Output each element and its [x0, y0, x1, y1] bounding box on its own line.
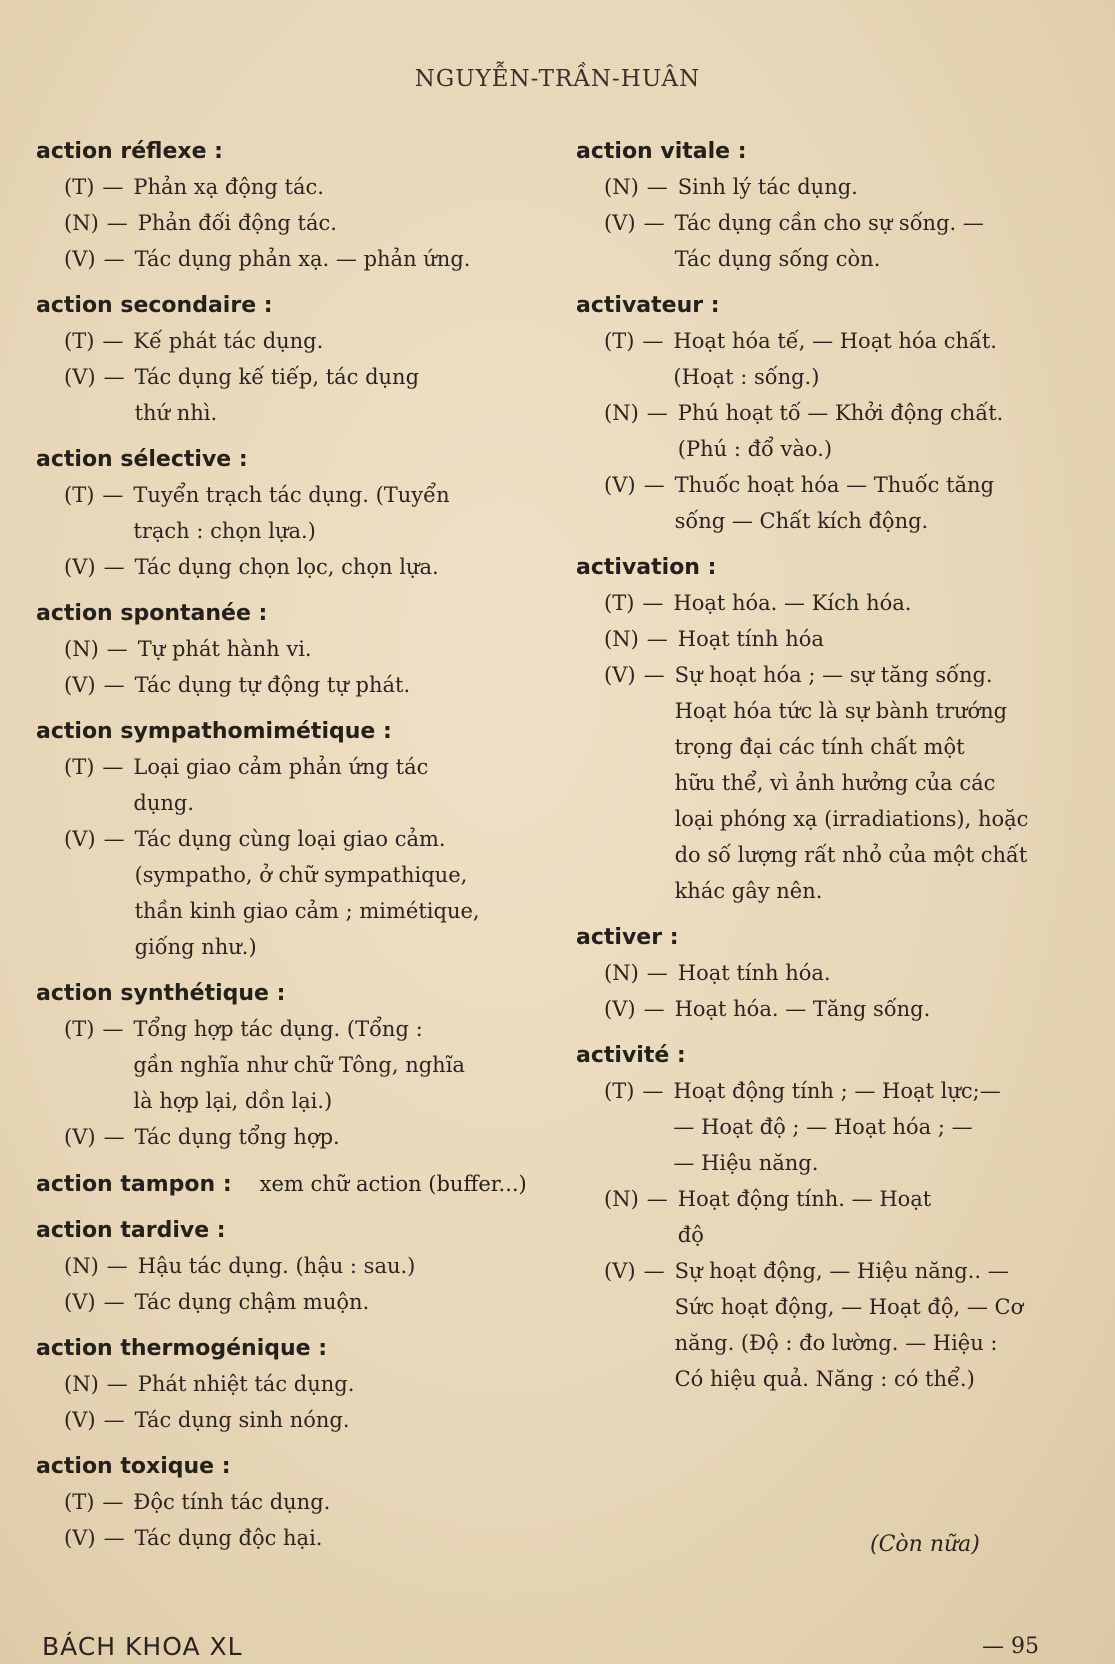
dictionary-entry	[36, 1167, 546, 1202]
em-dash: —	[103, 1125, 125, 1149]
dictionary-entry	[36, 1450, 546, 1556]
definition-text	[135, 1520, 546, 1556]
definition-text	[678, 955, 1081, 991]
definition-text	[135, 1284, 546, 1320]
definition-row	[604, 585, 1081, 621]
definition-line: Tác dụng cần cho sự sống. —	[674, 211, 984, 235]
em-dash: —	[646, 175, 668, 199]
headword	[576, 921, 1081, 955]
definition-line: do số lượng rất nhỏ của một chất	[674, 843, 1028, 867]
definition-line: loại phóng xạ (irradiations), hoặc	[674, 807, 1029, 831]
language-tag: (N)	[604, 1187, 639, 1211]
definition-row	[64, 241, 546, 277]
definition-line: Tác dụng sống còn.	[674, 247, 881, 271]
language-tag: (V)	[64, 1408, 96, 1432]
definition-line: Sức hoạt động, — Hoạt độ, — Cơ	[674, 1295, 1024, 1319]
definition-row	[604, 1073, 1081, 1181]
dictionary-entry	[576, 1039, 1081, 1397]
definition-text	[138, 205, 546, 241]
definition-row	[64, 1248, 546, 1284]
definition-line: Tự phát hành vi.	[137, 637, 312, 661]
dictionary-entry	[36, 135, 546, 277]
definition-text	[678, 1181, 1081, 1253]
dictionary-entry	[36, 977, 546, 1155]
definition-line: Tác dụng chậm muộn.	[134, 1290, 370, 1314]
definition-row	[64, 631, 546, 667]
headword-text: activité :	[576, 1043, 686, 1068]
headword-text: action thermogénique :	[36, 1336, 328, 1361]
headword-text: action tampon :	[36, 1172, 232, 1197]
definition-text	[135, 1119, 546, 1155]
definition-line: Thuốc hoạt hóa — Thuốc tăng	[674, 473, 995, 497]
definition-line: Tác dụng phản xạ. — phản ứng.	[134, 247, 471, 271]
em-dash: —	[106, 637, 128, 661]
cross-reference: xem chữ action (buffer...)	[259, 1172, 527, 1196]
definition-row	[604, 169, 1081, 205]
definition-line: trạch : chọn lựa.)	[133, 519, 316, 543]
definition-row	[64, 1484, 546, 1520]
em-dash: —	[102, 483, 124, 507]
headword-text: action toxique :	[36, 1454, 231, 1479]
definition-line: sống — Chất kích động.	[674, 509, 929, 533]
definition-row	[64, 205, 546, 241]
definition-text	[675, 1253, 1081, 1397]
definition-line: Tác dụng sinh nóng.	[134, 1408, 350, 1432]
headword-text: action réflexe :	[36, 139, 223, 164]
headword	[36, 443, 546, 477]
em-dash: —	[102, 755, 124, 779]
definition-row	[64, 749, 546, 821]
definition-text	[133, 169, 546, 205]
em-dash: —	[103, 673, 125, 697]
headword-text: activateur :	[576, 293, 720, 318]
headword-text: activer :	[576, 925, 679, 950]
headword	[36, 1167, 546, 1202]
definition-text	[133, 477, 546, 549]
language-tag: (V)	[604, 997, 636, 1021]
definition-row	[64, 169, 546, 205]
em-dash: —	[643, 473, 665, 497]
right-column	[576, 135, 1081, 1409]
definition-text	[138, 631, 546, 667]
headword-text: action sympathomimétique :	[36, 719, 392, 744]
em-dash: —	[643, 211, 665, 235]
definition-text	[133, 749, 546, 821]
em-dash: —	[103, 555, 125, 579]
headword	[36, 135, 546, 169]
headword	[36, 715, 546, 749]
definition-text	[135, 667, 546, 703]
language-tag: (V)	[64, 247, 96, 271]
definition-row	[64, 549, 546, 585]
em-dash: —	[103, 1408, 125, 1432]
definition-text	[138, 1366, 546, 1402]
language-tag: (V)	[64, 827, 96, 851]
definition-line: Hoạt hóa tức là sự bành trướng	[674, 699, 1008, 723]
headword-text: action synthétique :	[36, 981, 286, 1006]
definition-text	[138, 1248, 546, 1284]
definition-line: Hoạt động tính ; — Hoạt lực;—	[673, 1079, 1001, 1103]
em-dash: —	[646, 961, 668, 985]
language-tag: (T)	[64, 175, 95, 199]
em-dash: —	[642, 1079, 664, 1103]
definition-line: giống như.)	[134, 935, 257, 959]
definition-line: — Hoạt độ ; — Hoạt hóa ; —	[673, 1115, 973, 1139]
definition-row	[64, 359, 546, 431]
language-tag: (T)	[64, 755, 95, 779]
definition-line: Sự hoạt hóa ; — sự tăng sống.	[674, 663, 993, 687]
language-tag: (V)	[64, 1526, 96, 1550]
em-dash: —	[106, 1254, 128, 1278]
language-tag: (N)	[64, 1372, 99, 1396]
definition-line: gần nghĩa như chữ Tông, nghĩa	[133, 1053, 465, 1077]
definition-text	[675, 991, 1081, 1027]
definition-row	[64, 323, 546, 359]
definition-text	[678, 169, 1081, 205]
language-tag: (T)	[64, 483, 95, 507]
em-dash: —	[102, 1017, 124, 1041]
definition-line: thứ nhì.	[134, 401, 218, 425]
definition-text	[135, 241, 546, 277]
headword	[36, 977, 546, 1011]
definition-line: khác gây nên.	[674, 879, 823, 903]
definition-line: Tác dụng chọn lọc, chọn lựa.	[134, 555, 439, 579]
definition-line: Độc tính tác dụng.	[133, 1490, 331, 1514]
headword	[576, 289, 1081, 323]
running-title: NGUYỄN-TRẦN-HUÂN	[414, 66, 701, 92]
headword-text: action tardive :	[36, 1218, 226, 1243]
definition-line: — Hiệu năng.	[673, 1151, 819, 1175]
dictionary-entry	[36, 1214, 546, 1320]
definition-line: trọng đại các tính chất một	[674, 735, 965, 759]
language-tag: (T)	[604, 1079, 635, 1103]
em-dash: —	[103, 247, 125, 271]
headword	[36, 289, 546, 323]
headword	[36, 1332, 546, 1366]
definition-line: Tác dụng kế tiếp, tác dụng	[134, 365, 420, 389]
definition-text	[673, 1073, 1081, 1181]
language-tag: (N)	[64, 637, 99, 661]
definition-row	[604, 657, 1081, 909]
language-tag: (V)	[604, 473, 636, 497]
dictionary-entry	[576, 135, 1081, 277]
em-dash: —	[102, 329, 124, 353]
definition-row	[64, 667, 546, 703]
definition-row	[604, 621, 1081, 657]
em-dash: —	[643, 1259, 665, 1283]
definition-line: Hoạt hóa. — Kích hóa.	[673, 591, 912, 615]
em-dash: —	[646, 1187, 668, 1211]
language-tag: (T)	[64, 1490, 95, 1514]
language-tag: (N)	[604, 627, 639, 651]
language-tag: (N)	[64, 211, 99, 235]
definition-text	[678, 395, 1081, 467]
definition-text	[678, 621, 1081, 657]
language-tag: (V)	[64, 555, 96, 579]
language-tag: (V)	[64, 365, 96, 389]
em-dash: —	[643, 997, 665, 1021]
em-dash: —	[646, 627, 668, 651]
definition-text	[673, 585, 1081, 621]
left-column	[36, 135, 546, 1568]
definition-text	[135, 359, 546, 431]
headword	[36, 1214, 546, 1248]
em-dash: —	[106, 211, 128, 235]
em-dash: —	[642, 591, 664, 615]
headword	[576, 135, 1081, 169]
definition-row	[604, 955, 1081, 991]
definition-line: thần kinh giao cảm ; mimétique,	[134, 899, 480, 923]
dictionary-entry	[36, 443, 546, 585]
definition-text	[675, 467, 1081, 539]
headword-text: action spontanée :	[36, 601, 268, 626]
headword-text: action secondaire :	[36, 293, 273, 318]
page-number: — 95	[982, 1634, 1039, 1659]
language-tag: (N)	[604, 401, 639, 425]
definition-row	[604, 467, 1081, 539]
language-tag: (N)	[604, 961, 639, 985]
em-dash: —	[103, 827, 125, 851]
journal-name: BÁCH KHOA XL	[42, 1632, 243, 1661]
em-dash: —	[102, 175, 124, 199]
language-tag: (V)	[604, 211, 636, 235]
em-dash: —	[106, 1372, 128, 1396]
definition-row	[64, 1402, 546, 1438]
definition-line: Phản xạ động tác.	[133, 175, 324, 199]
definition-line: Hậu tác dụng. (hậu : sau.)	[137, 1254, 416, 1278]
definition-line: Hoạt tính hóa	[677, 627, 824, 651]
definition-line: (Phú : đổ vào.)	[677, 437, 833, 461]
dictionary-entry	[36, 289, 546, 431]
definition-line: Phát nhiệt tác dụng.	[137, 1372, 355, 1396]
language-tag: (N)	[64, 1254, 99, 1278]
definition-text	[133, 1484, 546, 1520]
definition-text	[675, 657, 1081, 909]
dictionary-entry	[36, 715, 546, 965]
definition-text	[135, 1402, 546, 1438]
em-dash: —	[643, 663, 665, 687]
definition-line: độ	[677, 1223, 704, 1247]
definition-text	[675, 205, 1081, 277]
definition-row	[604, 205, 1081, 277]
definition-line: Hoạt tính hóa.	[677, 961, 831, 985]
definition-line: Tuyển trạch tác dụng. (Tuyển	[133, 483, 450, 507]
definition-text	[673, 323, 1081, 395]
definition-line: Sự hoạt động, — Hiệu năng.. —	[674, 1259, 1009, 1283]
definition-row	[604, 323, 1081, 395]
definition-line: Kế phát tác dụng.	[133, 329, 324, 353]
definition-row	[64, 1011, 546, 1119]
definition-text	[133, 323, 546, 359]
headword-text: action vitale :	[576, 139, 747, 164]
definition-line: dụng.	[133, 791, 195, 815]
definition-row	[64, 1366, 546, 1402]
dictionary-entry	[36, 1332, 546, 1438]
definition-row	[604, 1181, 1081, 1253]
definition-row	[604, 395, 1081, 467]
headword	[36, 597, 546, 631]
definition-line: là hợp lại, dồn lại.)	[133, 1089, 333, 1113]
definition-text	[135, 549, 546, 585]
definition-line: Loại giao cảm phản ứng tác	[133, 755, 429, 779]
definition-line: Tác dụng độc hại.	[134, 1526, 323, 1550]
definition-line: năng. (Độ : đo lường. — Hiệu :	[674, 1331, 998, 1355]
definition-line: Có hiệu quả. Năng : có thể.)	[674, 1367, 975, 1391]
language-tag: (V)	[64, 673, 96, 697]
definition-line: Tổng hợp tác dụng. (Tổng :	[133, 1017, 423, 1041]
continued-note: (Còn nữa)	[870, 1532, 980, 1557]
definition-line: Hoạt hóa. — Tăng sống.	[674, 997, 931, 1021]
dictionary-entry	[576, 921, 1081, 1027]
definition-line: Phản đối động tác.	[137, 211, 337, 235]
definition-line: (sympatho, ở chữ sympathique,	[134, 863, 468, 887]
language-tag: (V)	[604, 663, 636, 687]
definition-row	[64, 477, 546, 549]
dictionary-entry	[36, 597, 546, 703]
em-dash: —	[103, 1526, 125, 1550]
language-tag: (T)	[64, 1017, 95, 1041]
dictionary-entry	[576, 289, 1081, 539]
headword-text: activation :	[576, 555, 717, 580]
definition-text	[133, 1011, 546, 1119]
dictionary-entry	[576, 551, 1081, 909]
definition-line: (Hoạt : sống.)	[673, 365, 820, 389]
headword	[576, 1039, 1081, 1073]
language-tag: (T)	[604, 591, 635, 615]
headword-text: action sélective :	[36, 447, 248, 472]
definition-line: hữu thể, vì ảnh hưởng của các	[674, 771, 996, 795]
definition-row	[64, 1520, 546, 1556]
headword	[576, 551, 1081, 585]
language-tag: (T)	[64, 329, 95, 353]
definition-line: Tác dụng cùng loại giao cảm.	[134, 827, 446, 851]
definition-line: Sinh lý tác dụng.	[677, 175, 858, 199]
definition-row	[64, 1284, 546, 1320]
language-tag: (T)	[604, 329, 635, 353]
definition-line: Hoạt động tính. — Hoạt	[677, 1187, 932, 1211]
definition-line: Tác dụng tổng hợp.	[134, 1125, 340, 1149]
definition-row	[604, 1253, 1081, 1397]
language-tag: (V)	[604, 1259, 636, 1283]
definition-line: Tác dụng tự động tự phát.	[134, 673, 411, 697]
language-tag: (V)	[64, 1290, 96, 1314]
em-dash: —	[642, 329, 664, 353]
definition-row	[64, 1119, 546, 1155]
definition-line: Phú hoạt tố — Khởi động chất.	[677, 401, 1004, 425]
definition-row	[604, 991, 1081, 1027]
em-dash: —	[102, 1490, 124, 1514]
em-dash: —	[103, 365, 125, 389]
em-dash: —	[646, 401, 668, 425]
definition-text	[135, 821, 546, 965]
headword	[36, 1450, 546, 1484]
language-tag: (V)	[64, 1125, 96, 1149]
em-dash: —	[103, 1290, 125, 1314]
language-tag: (N)	[604, 175, 639, 199]
definition-line: Hoạt hóa tế, — Hoạt hóa chất.	[673, 329, 997, 353]
definition-row	[64, 821, 546, 965]
